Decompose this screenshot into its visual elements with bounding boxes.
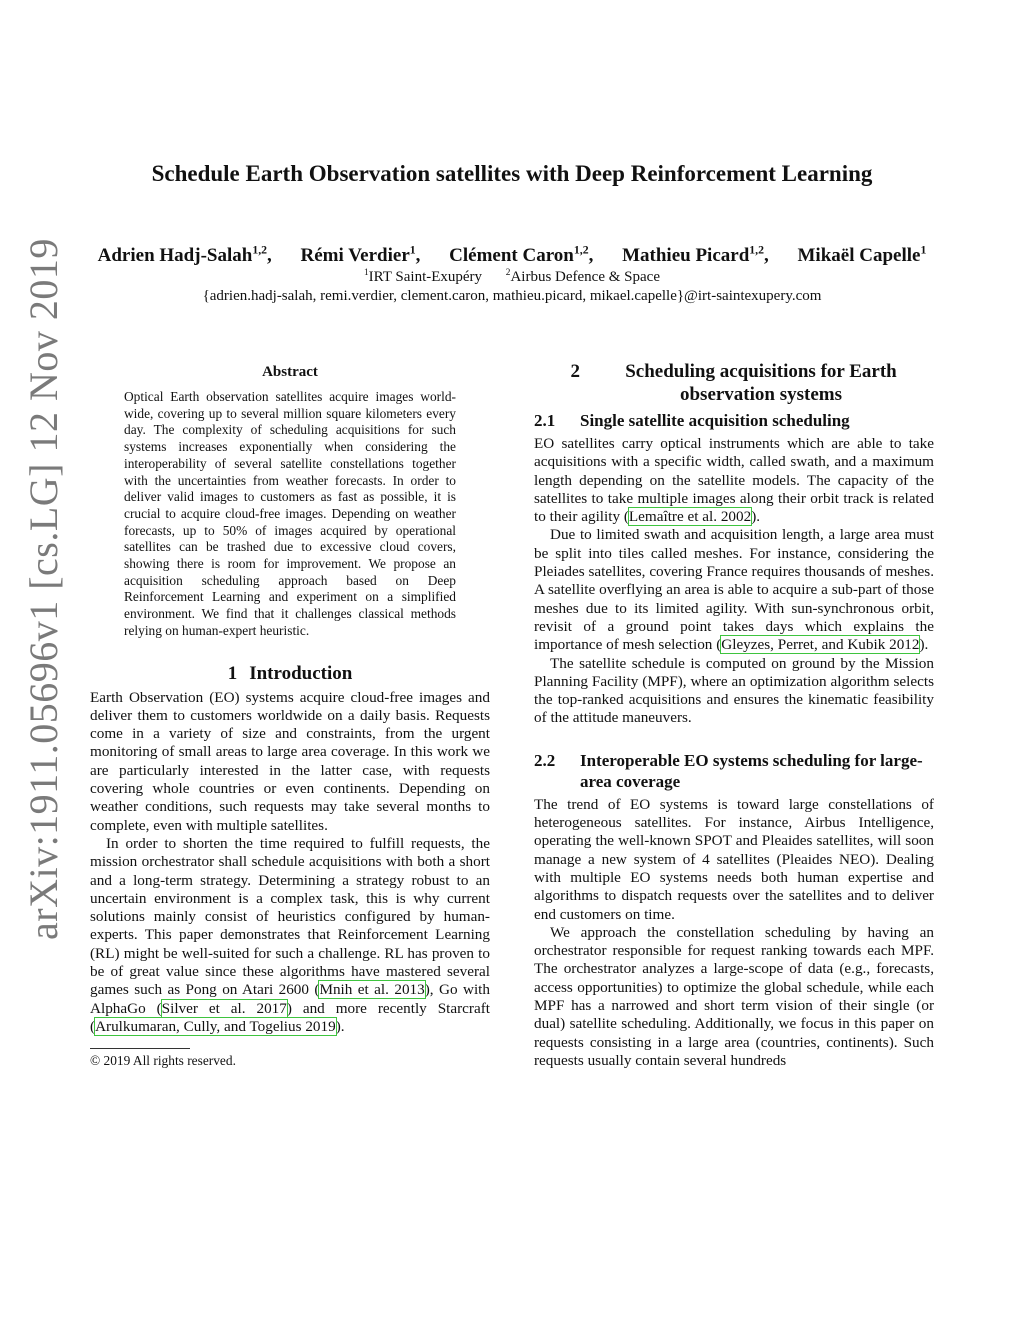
paper-title: Schedule Earth Observation satellites with Deep Reinforcement Learning [151, 161, 873, 186]
subsection-heading-single-satellite: 2.1 Single satellite acquisition scheduling [534, 411, 850, 430]
author-emails: {adrien.hadj-salah, remi.verdier, clement.caron, mathieu.picard, mikael.capelle}@irt-saintexupery.com [202, 288, 822, 304]
paragraph: EO satellites carry optical instruments which are able to take acquisitions with a specific width, called swath, and a maximum length depending on the satellite models. The capacity of the satellites to take multiple images along their orbit track is related to their agility (Lemaître et al. 2002). [534, 435, 934, 526]
paragraph: In order to shorten the time required to fulfill requests, the mission orchestrator shall schedule acquisitions with both a short and a long-term strategy. Determining a strategy robust to an uncertain environment is a complex task, this is why current solutions mainly consist of heuristics configured by human-experts. This paper demonstrates that Reinforcement Learning (RL) might be well-suited for such a challenge. RL has proven to be of great value since these algorithms have mastered several games such as Pong on Atari 2600 (Mnih et al. 2013), Go with AlphaGo (Silver et al. 2017) and more recently Starcraft (Arulkumaran, Cully, and Togelius 2019). [90, 834, 490, 1035]
affiliation: $^1$IRT Saint-Exupéry [364, 268, 483, 285]
copyright-footnote: © 2019 All rights reserved. [90, 1053, 236, 1069]
author: Adrien Hadj-Salah$^{1,2}$, [97, 243, 272, 266]
subsection-heading-interoperable: 2.2 Interoperable EO systems scheduling for large-area coverage [534, 750, 923, 791]
arxiv-identifier: arXiv:1911.05696v1 [cs.LG] 12 Nov 2019 [21, 238, 66, 940]
paragraph: We approach the constellation scheduling by having an orchestrator responsible for request ranking towards each MPF. The orchestrator analyzes a large-scope of data (e.g., forecasts, access opportunities) to optimize the global schedule, while each MPF has a narrowed and short term vision of their single (or dual) satellite scheduling. Additionally, we focus in this paper on requests consisting in a large area (countries, continents). Such requests usually contain several hundreds [534, 923, 934, 1069]
citation-link[interactable]: Mnih et al. 2013 [319, 981, 425, 999]
footnote-divider [90, 1048, 190, 1049]
citation-link[interactable]: Lemaître et al. 2002 [628, 508, 752, 526]
author: Mathieu Picard$^{1,2}$, [622, 243, 769, 266]
section-heading-scheduling: 2 Scheduling acquisitions for Earth observation systems [570, 361, 897, 405]
abstract-heading: Abstract [262, 364, 318, 380]
right-column [534, 360, 934, 1070]
paragraph: Due to limited swath and acquisition length, a large area must be split into tiles called meshes. For instance, considering the Pleiades satellites, covering France requires thousands of meshes. A satellite overflying an area is able to acquire a sub-part of those meshes due to its limited agility. With sun-synchronous orbit, revisit of a ground point takes days which explains the importance of mesh selection (Gleyzes, Perret, and Kubik 2012). [534, 526, 934, 654]
author-list [20, 245, 1004, 267]
author: Rémi Verdier$^1$, [300, 243, 421, 266]
citation-link[interactable]: Gleyzes, Perret, and Kubik 2012 [721, 636, 920, 654]
left-column [90, 360, 490, 1069]
affiliations [20, 269, 1004, 286]
paragraph: Earth Observation (EO) systems acquire cloud-free images and deliver them to customers worldwide on a daily basis. Requests come in a variety of size and constraints, from the urgent monitoring of small areas to large area coverage. In this work we are particularly interested in the latter case, with requests covering whole countries or even continents. Depending on weather conditions, such requests may take several months to complete, even with multiple satellites. [90, 688, 490, 834]
citation-link[interactable]: Silver et al. 2017 [161, 999, 287, 1017]
section-heading-introduction: 1 Introduction [227, 662, 353, 684]
abstract-text: Optical Earth observation satellites acquire images world-wide, covering up to several million square kilometers every day. The complexity of scheduling acquisitions for such systems increases exponentially when considering the interoperability of several satellite constellations together with the uncertainties from weather forecasts. In order to deliver valid images to customers as fast as possible, it is crucial to acquire cloud-free images. Depending on weather forecasts, up to 50% of images acquired by operational satellites can be trashed due to excessive cloud covers, showing there is room for improvement. We propose an acquisition scheduling approach based on Deep Reinforcement Learning and experiment on a simplified environment. We find that it challenges classical methods relying on human-expert heuristic. [124, 389, 456, 638]
affiliation: $^2$Airbus Defence & Space [505, 268, 660, 285]
author: Clément Caron$^{1,2}$, [449, 243, 594, 266]
citation-link[interactable]: Arulkumaran, Cully, and Togelius 2019 [95, 1017, 336, 1035]
author: Mikaël Capelle$^1$ [797, 243, 927, 266]
paragraph: The trend of EO systems is toward large constellations of heterogeneous satellites. For instance, Airbus Intelligence, operating the well-known SPOT and Pleaides satellites, will soon manage a new system of 4 satellites (Pleaides NEO). Dealing with multiple EO systems needs both human expertise and algorithms to dispatch requests over the satellites and to deliver end customers on time. [534, 795, 934, 923]
paragraph: The satellite schedule is computed on ground by the Mission Planning Facility (MPF), where an optimization algorithm selects the top-ranked acquisitions and ensures the kinematic feasibility of the attitude maneuvers. [534, 654, 934, 727]
